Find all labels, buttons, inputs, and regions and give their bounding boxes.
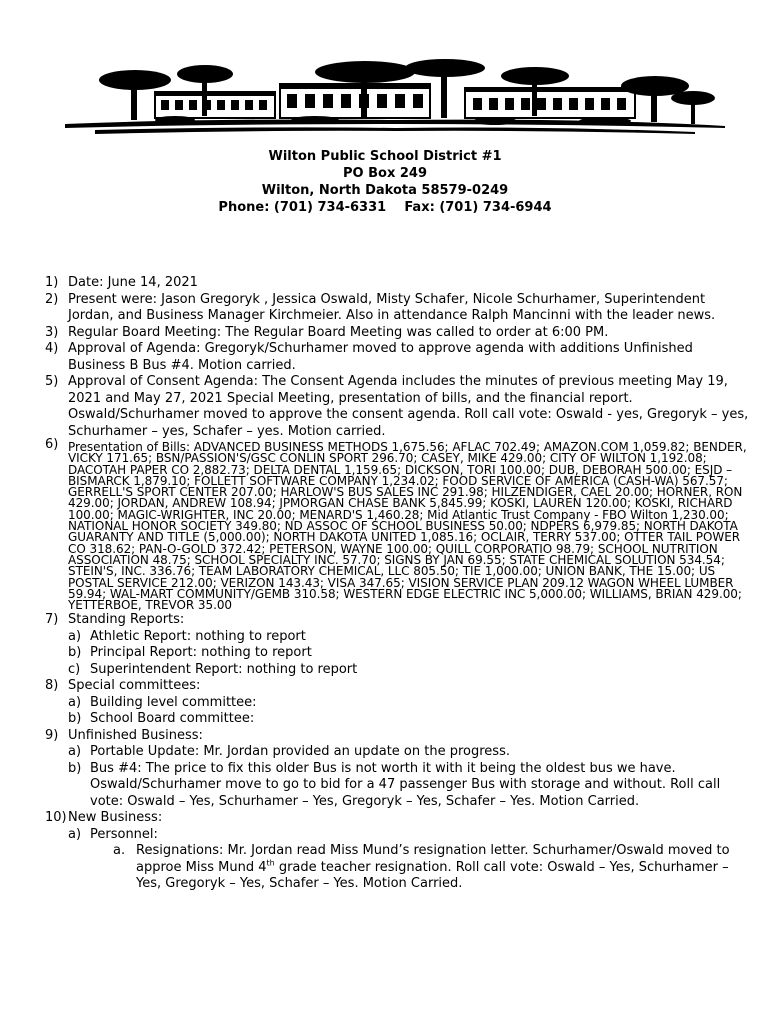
report-superintendent [0, 662, 770, 679]
item-text: Regular Board Meeting: The Regular Board Meeting was called to order at 6:00 PM. [68, 324, 609, 340]
sub-item-text: School Board committee: [90, 711, 255, 727]
report-athletic [0, 629, 770, 646]
new-business-personnel [0, 827, 770, 844]
committee-school-board [0, 711, 770, 728]
item-number: 7) [45, 612, 59, 628]
resignation-text-start: Resignations: Mr. Jordan read Miss Mund’s resignation letter. Schurhamer/Oswald moved to approe Miss Mund 4 [136, 843, 730, 875]
phone-number: Phone: (701) 734-6331 [218, 200, 387, 215]
ordinal-suffix: th [266, 858, 275, 868]
city-state-zip: Wilton, North Dakota 58579-0249 [261, 183, 509, 198]
sub-sub-item-letter: a. [113, 843, 126, 859]
committee-building-level [0, 695, 770, 712]
sub-item-text: Portable Update: Mr. Jordan provided an update on the progress. [90, 744, 510, 760]
sub-item-text: Athletic Report: nothing to report [90, 628, 306, 644]
sub-item-text: Bus #4: The price to fix this older Bus is not worth it with it being the oldest bus we have. Oswald/Schurhamer move to go to bid for a 47 passenger Bus with storage and without. Roll call vote: Oswald – Yes, Schurhamer – Yes, Gregoryk – Yes, Schafer – Yes. Motion Carried. [90, 760, 721, 809]
item-text: Standing Reports: [68, 612, 185, 628]
minutes-item-consent-agenda [0, 374, 770, 440]
sub-item-text: Principal Report: nothing to report [90, 645, 312, 661]
minutes-item-standing-reports [0, 612, 770, 629]
sub-item-letter: a) [68, 694, 82, 710]
sub-item-text: Personnel: [90, 826, 158, 842]
item-number: 1) [45, 275, 59, 290]
minutes-item-unfinished-business [0, 728, 770, 745]
report-principal [0, 645, 770, 662]
item-text: Unfinished Business: [68, 727, 203, 743]
item-number: 6) [45, 437, 59, 452]
item-text: Date: June 14, 2021 [68, 275, 198, 290]
item-number: 5) [45, 374, 59, 389]
item-text: Special committees: [68, 678, 201, 694]
sub-item-letter: c) [68, 661, 81, 677]
item-text: New Business: [68, 810, 163, 826]
item-text: Presentation of Bills: ADVANCED BUSINESS METHODS 1,675.56; AFLAC 702.49; AMAZON.COM 1,059.82; BENDER, VICKY 171.65; BSN/PASSION'S/GSC CONLIN SPORT 296.70; CASEY, MIKE 429.00; CITY OF WILTON 1,192.08; DACOTAH PAPER CO 2,882.73; DELTA DENTAL 1,159.65; DICKSON, TORI 100.00; DUB, DEBORAH 500.00; ESJD – BISMARCK 1,879.10; FOLLETT SOFTWARE COMPANY 1,234.02; FOOD SERVICE OF AMERICA (CASH-WA) 567.57; GERRELL'S SPORT CENTER 207.00; HARLOW'S BUS SALES INC 291.98; HILZENDIGER, CAEL 20.00; HORNER, RON 429.00; JORDAN, ANDREW 108.94; JPMORGAN CHASE BANK 5,845.99; KOSKI, LAUREN 120.00; KOSKI, RICHARD 100.00; MAGIC-WRIGHTER, INC 20.00; MENARD'S 1,460.28; Mid Atlantic Trust Company - FBO Wilton 1,230.00; NATIONAL HONOR SOCIETY 349.80; ND ASSOC OF SCHOOL BUSINESS 50.00; NDPERS 6,979.85; NORTH DAKOTA GUARANTY AND TITLE (5,000.00); NORTH DAKOTA UNITED 1,085.16; OCLAIR, TERRY 537.00; OTTER TAIL POWER CO 318.62; PAN-O-GOLD 372.42; PETERSON, WAYNE 100.00; QUILL CORPORATIO 98.79; SCHOOL NUTRITION ASSOCIATION 48.75; SCHOOL SPECIALTY INC. 57.70; SIGNS BY JAN 69.55; STATE CHEMICAL SOLUTION 534.54; STEIN'S, INC. 336.76; TEAM LABORATORY CHEMICAL, LLC 805.50; TIE 1,000.00; UNION BANK, THE 15.00; US POSTAL SERVICE 212.00; VERIZON 143.43; VISA 347.65; VISION SERVICE PLAN 209.12 WAGON WHEEL LUMBER 59.94; WAL-MART COMMUNITY/GEMB 310.58; WESTERN EDGE ELECTRIC INC 5,000.00; WILLIAMS, BRIAN 429.00; YETTERBOE, TREVOR 35.00 [68, 440, 747, 613]
sub-item-letter: a) [68, 744, 82, 760]
sub-item-letter: a) [68, 826, 82, 842]
resignation-text-end: grade teacher resignation. Roll call vote: Oswald – Yes, Schurhamer – Yes, Gregoryk – Yes, Schafer – Yes. Motion Carried. [136, 859, 729, 892]
item-text: Approval of Consent Agenda: The Consent Agenda includes the minutes of previous meeting May 19, 2021 and May 27, 2021 Special Meeting, presentation of bills, and the financial report. Oswald/Schurhamer moved to approve the consent agenda. Roll call vote: Oswald - yes, Gregoryk – yes, Schurhamer – yes, Schafer – yes. Motion carried. [68, 374, 749, 439]
sub-item-letter: b) [68, 760, 82, 776]
contact-line [0, 199, 770, 216]
personnel-resignations [0, 843, 770, 893]
minutes-item-present [0, 292, 770, 325]
minutes-item-date [0, 275, 770, 292]
sub-item-text: Building level committee: [90, 694, 257, 710]
minutes-item-new-business [0, 810, 770, 827]
item-number: 8) [45, 678, 59, 694]
meeting-minutes [0, 275, 770, 893]
school-building-sketch-logo [65, 58, 725, 140]
fax-number: Fax: (701) 734-6944 [404, 200, 552, 215]
item-number: 3) [45, 324, 59, 340]
minutes-item-bills [0, 437, 770, 613]
letterhead [0, 148, 770, 216]
item-number: 9) [45, 727, 59, 743]
minutes-item-agenda [0, 341, 770, 374]
district-name: Wilton Public School District #1 [268, 149, 502, 164]
unfinished-portable-update [0, 744, 770, 761]
unfinished-bus-4 [0, 761, 770, 811]
po-box: PO Box 249 [343, 166, 427, 181]
item-number: 2) [45, 291, 59, 307]
item-number: 10) [45, 810, 67, 826]
sub-item-text: Superintendent Report: nothing to report [90, 661, 358, 677]
item-text: Approval of Agenda: Gregoryk/Schurhamer moved to approve agenda with additions Unfinished Business B Bus #4. Motion carried. [68, 341, 693, 373]
sub-item-letter: b) [68, 711, 82, 727]
minutes-item-special-committees [0, 678, 770, 695]
minutes-item-regular-meeting [0, 325, 770, 342]
item-number: 4) [45, 341, 59, 356]
item-text: Present were: Jason Gregoryk , Jessica Oswald, Misty Schafer, Nicole Schurhamer, Superintendent Jordan, and Business Manager Kirchmeier. Also in attendance Ralph Mancinni with the leader news. [68, 291, 716, 323]
sub-item-letter: b) [68, 645, 82, 661]
sub-item-letter: a) [68, 628, 82, 644]
